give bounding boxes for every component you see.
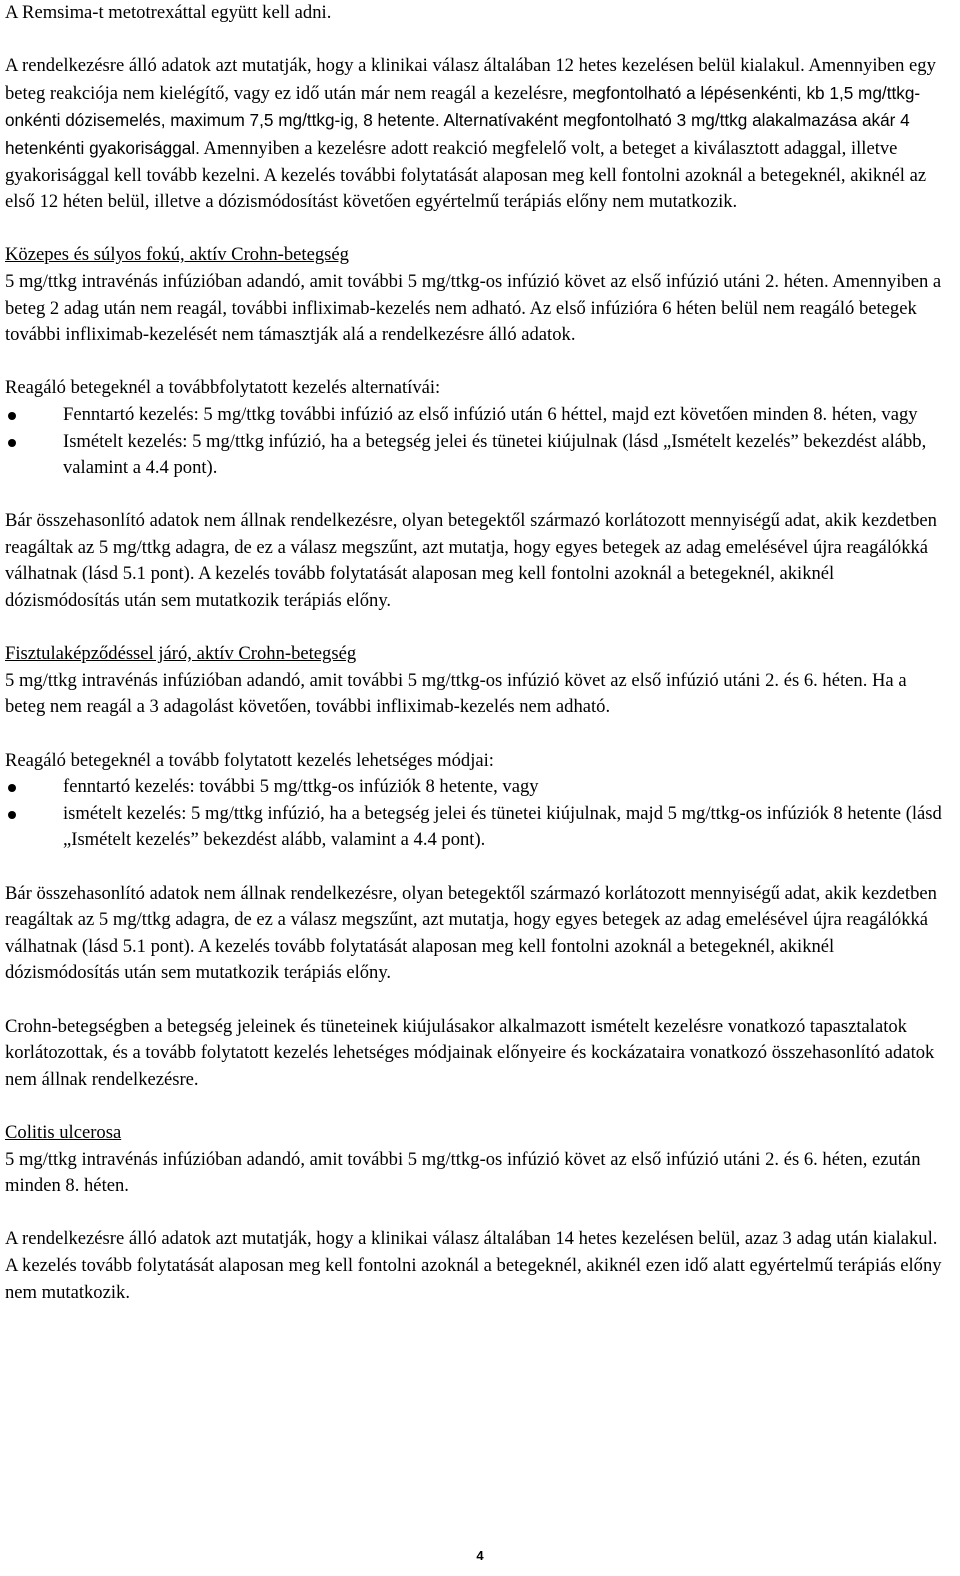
fistula-heading: Fisztulaképződéssel járó, aktív Crohn-betegség bbox=[5, 643, 357, 665]
crohn-heading: Közepes és súlyos fokú, aktív Crohn-betegség bbox=[5, 244, 349, 266]
list-item-text: fenntartó kezelés: további 5 mg/ttkg-os infúziók 8 hetente, vagy bbox=[63, 776, 539, 798]
intro-paragraph-start: A rendelkezésre álló adatok azt mutatják, hogy a klinikai válasz általában 12 hetes kezelésen belül kialakul. Amennyiben egy beteg reakciója nem kielégítő, vagy ez idő után már nem reagál a kezelésre, bbox=[5, 55, 936, 104]
crohn-section bbox=[5, 242, 950, 348]
fistula-alternatives-list bbox=[5, 774, 950, 854]
list-item bbox=[5, 801, 950, 854]
colitis-heading: Colitis ulcerosa bbox=[5, 1121, 122, 1143]
bullet-icon bbox=[8, 439, 16, 447]
bullet-icon bbox=[8, 811, 16, 819]
list-item bbox=[5, 402, 950, 429]
retreatment-paragraph: Crohn-betegségben a betegség jeleinek és tüneteinek kiújulásakor alkalmazott ismételt kezelésre vonatkozó tapasztalatok korlátozottak, és a tovább folytatott kezelés lehetséges módjainak előnyeire és kockázataira vonatkozó összehasonlító adatok nem állnak rendelkezésre. bbox=[5, 1015, 935, 1090]
crohn-alternatives-intro: Reagáló betegeknél a továbbfolytatott kezelés alternatívái: bbox=[5, 377, 441, 399]
fistula-alternatives-intro: Reagáló betegeknél a tovább folytatott kezelés lehetséges módjai: bbox=[5, 749, 494, 771]
page-number: 4 bbox=[476, 1548, 484, 1563]
list-item bbox=[5, 774, 950, 801]
bullet-icon bbox=[8, 412, 16, 420]
list-item bbox=[5, 429, 950, 482]
fistula-section bbox=[5, 641, 950, 721]
crohn-body: 5 mg/ttkg intravénás infúzióban adandó, amit további 5 mg/ttkg-os infúzió követ az első infúzió utáni 2. héten. Amennyiben a beteg 2 adag után nem reagál, további infliximab-kezelés nem adható. Az első infúzióra 6 héten belül nem reagáló betegek további infliximab-kezelését nem támasztják alá a rendelkezésre álló adatok. bbox=[5, 270, 942, 346]
intro-paragraph bbox=[5, 53, 950, 216]
list-item-text: Fenntartó kezelés: 5 mg/ttkg további infúzió az első infúzió után 6 héttel, majd ezt követően minden 8. héten, vagy bbox=[63, 403, 918, 425]
colitis-section bbox=[5, 1120, 950, 1200]
colitis-response-paragraph: A rendelkezésre álló adatok azt mutatják, hogy a klinikai válasz általában 14 hetes kezelésen belül, azaz 3 adag után kialakul. A kezelés tovább folytatását alaposan meg kell fontolni azoknál a betegeknél, akiknél ezen idő alatt egyértelmű terápiás előny nem mutatkozik. bbox=[5, 1228, 942, 1303]
intro-paragraph-end: Amennyiben a kezelésre adott reakció megfelelő volt, a beteget a kiválasztott adaggal, illetve gyakorisággal kell tovább kezelni. A kezelés további folytatását alaposan meg kell fontolni azoknál a betegeknél, akiknél az első 12 héten belül, illetve a dózismódosítást követően egyértelmű terápiás előny nem mutatkozik. bbox=[5, 137, 927, 213]
bullet-icon bbox=[8, 784, 16, 792]
list-item-text: Ismételt kezelés: 5 mg/ttkg infúzió, ha a betegség jelei és tünetei kiújulnak (lásd „Ismételt kezelés” bekezdést alább, valamint a 4.4 pont). bbox=[63, 430, 927, 479]
crohn-alternatives-list bbox=[5, 402, 950, 482]
intro-line: A Remsima-t metotrexáttal együtt kell adni. bbox=[5, 2, 332, 23]
document-body bbox=[5, 0, 950, 1333]
crohn-comparison-paragraph: Bár összehasonlító adatok nem állnak rendelkezésre, olyan betegektől származó korlátozott mennyiségű adat, akik kezdetben reagáltak az 5 mg/ttkg adagra, de ez a válasz megszűnt, azt mutatja, hogy egyes betegek az adag emelésével újra reagálókká válhatnak (lásd 5.1 pont). A kezelés tovább folytatását alaposan meg kell fontolni azoknál a betegeknél, akiknél dózismódosítás után sem mutatkozik terápiás előny. bbox=[5, 510, 937, 612]
list-item-text: ismételt kezelés: 5 mg/ttkg infúzió, ha a betegség jelei és tünetei kiújulnak, majd 5 mg/ttkg-os infúziók 8 hetente (lásd „Ismételt kezelés” bekezdést alább, valamint a 4.4 pont). bbox=[63, 802, 942, 851]
intro-paragraph-dose-escalation: megfontolható a lépésenkénti, kb 1,5 mg/ttkg-onkénti dózisemelés, maximum 7,5 mg/ttkg-ig, 8 hetente. Alternatívaként megfontolható 3 mg/ttkg alakalmazása akár 4 hetenkénti gyakorisággal. bbox=[5, 82, 921, 158]
fistula-comparison-paragraph: Bár összehasonlító adatok nem állnak rendelkezésre, olyan betegektől származó korlátozott mennyiségű adat, akik kezdetben reagáltak az 5 mg/ttkg adagra, de ez a válasz megszűnt, azt mutatja, hogy egyes betegek az adag emelésével újra reagálókká válhatnak (lásd 5.1 pont). A kezelés tovább folytatását alaposan meg kell fontolni azoknál a betegeknél, akiknél dózismódosítás után sem mutatkozik terápiás előny. bbox=[5, 882, 937, 984]
colitis-body: 5 mg/ttkg intravénás infúzióban adandó, amit további 5 mg/ttkg-os infúzió követ az első infúzió utáni 2. és 6. héten, ezután minden 8. héten. bbox=[5, 1148, 921, 1197]
fistula-body: 5 mg/ttkg intravénás infúzióban adandó, amit további 5 mg/ttkg-os infúzió követ az első infúzió utáni 2. és 6. héten. Ha a beteg nem reagál a 3 adagolást követően, további infliximab-kezelés nem adható. bbox=[5, 669, 907, 718]
